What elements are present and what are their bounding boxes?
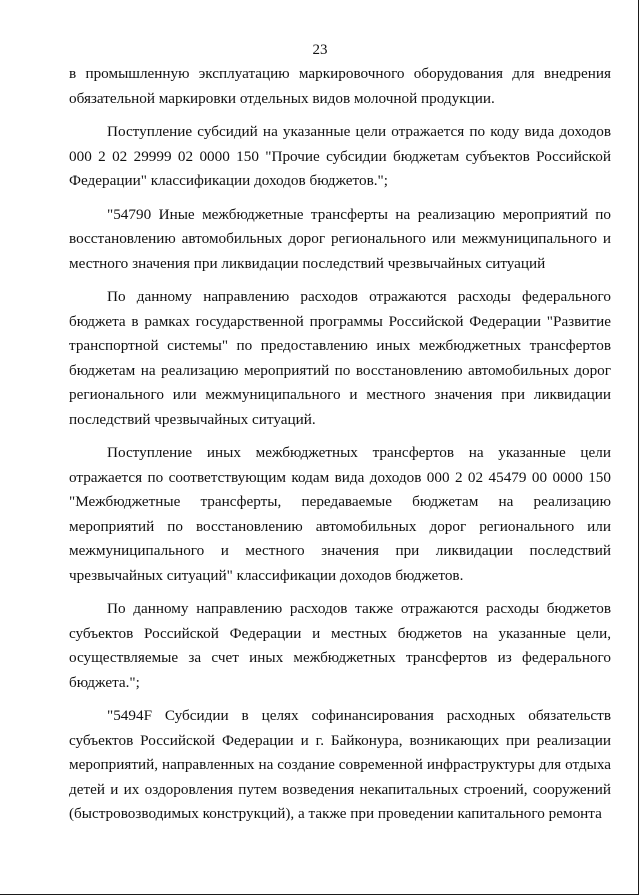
- document-body: [69, 62, 611, 827]
- paragraph-54790-heading: "54790 Иные межбюджетные трансферты на реализацию мероприятий по восстановлению автомобильных дорог регионального или межмуниципального и местного значения при ликвидации последствий чрезвычайных ситуаций: [69, 205, 611, 272]
- page-number: 23: [312, 42, 328, 58]
- paragraph-54790-expenses: По данному направлению расходов отражаются расходы федерального бюджета в рамках государственной программы Российской Федерации "Развитие транспортной системы" по предоставлению иных межбюджетных трансфертов бюджетам на реализацию мероприятий по восстановлению автомобильных дорог регионального или межмуниципального и местного значения при ликвидации последствий чрезвычайных ситуаций.: [69, 288, 611, 428]
- paragraph-subsidies-income: Поступление субсидий на указанные цели отражается по коду вида доходов 000 2 02 29999 02 0000 150 "Прочие субсидии бюджетам субъектов Российской Федерации" классификации доходов бюджетов.";: [69, 123, 611, 189]
- paragraph-54790-regional: По данному направлению расходов также отражаются расходы бюджетов субъектов Российской Федерации и местных бюджетов на указанные цели, осуществляемые за счет иных межбюджетных трансфертов из федерального бюджета.";: [69, 600, 611, 691]
- paragraph-continuation: в промышленную эксплуатацию маркировочного оборудования для внедрения обязательной маркировки отдельных видов молочной продукции.: [69, 65, 611, 107]
- paragraph-5494f-heading: "5494F Субсидии в целях софинансирования расходных обязательств субъектов Российской Федерации и г. Байконура, возникающих при реализации мероприятий, направленных на создание современной инфраструктуры для отдыха детей и их оздоровления путем возведения некапитальных строений, сооружений (быстровозводимых конструкций), а также при проведении капитального ремонта: [69, 707, 611, 822]
- paragraph-54790-income: Поступление иных межбюджетных трансфертов на указанные цели отражается по соответствующим кодам вида доходов 000 2 02 45479 00 0000 150 "Межбюджетные трансферты, передаваемые бюджетам на реализацию мероприятий по восстановлению автомобильных дорог регионального или межмуниципального и местного значения при ликвидации последствий чрезвычайных ситуаций" классификации доходов бюджетов.: [69, 444, 611, 584]
